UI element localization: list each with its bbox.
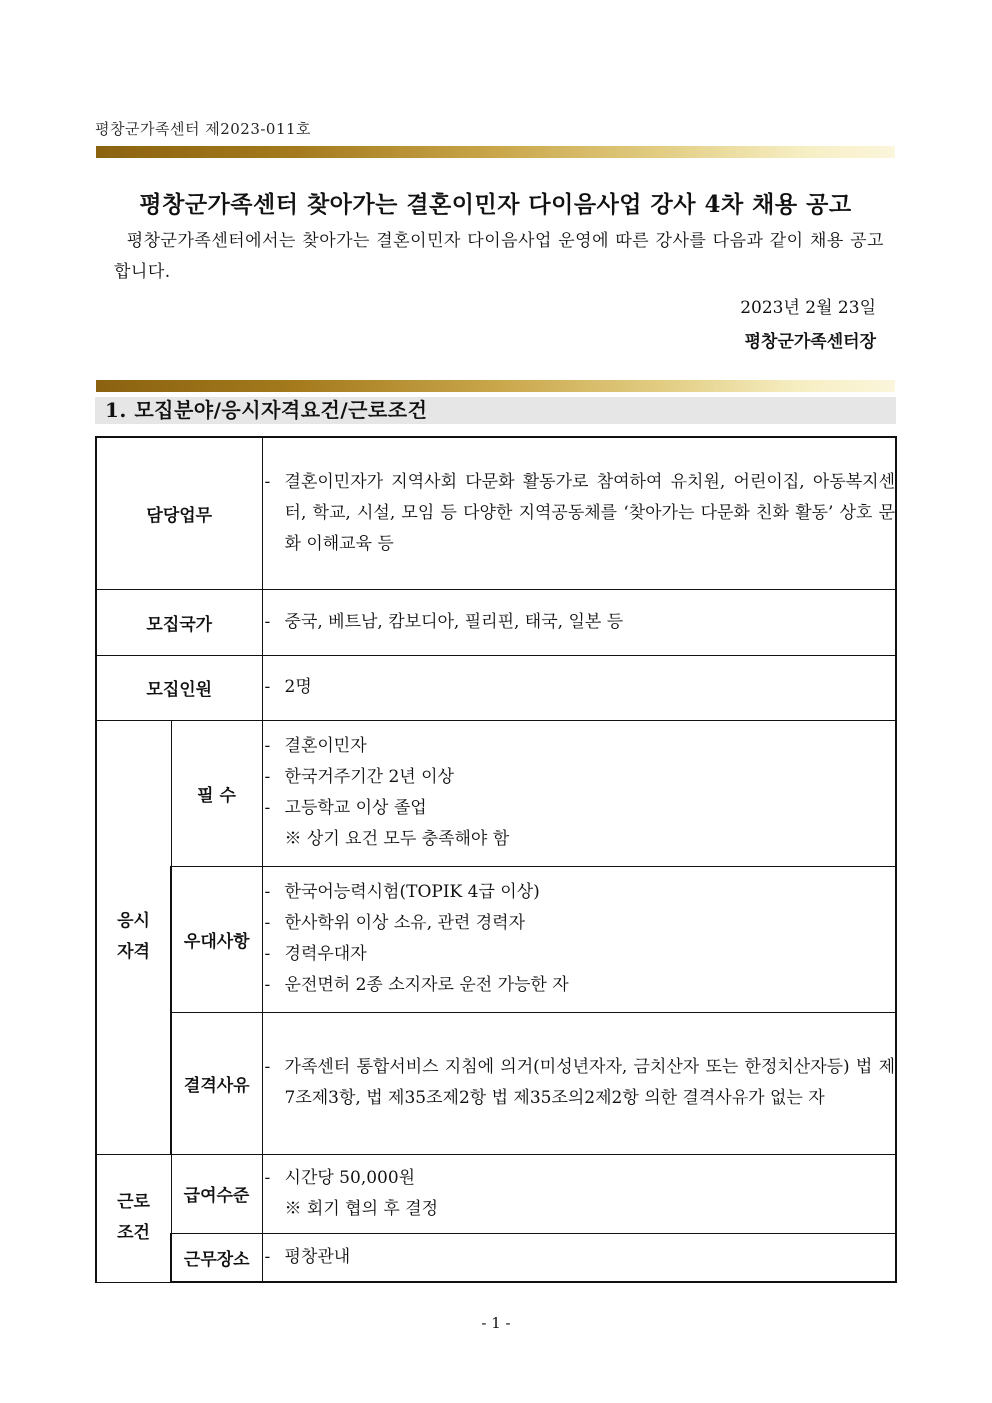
label-duties: 담당업무 — [96, 437, 262, 589]
location-item-text: 평창관내 — [284, 1246, 351, 1267]
preferred-item-text: 한국어능력시험(TOPIK 4급 이상) — [284, 882, 540, 902]
label-qualification-line2: 자격 — [117, 942, 150, 962]
required-note: ※ 상기 요건 모두 충족해야 함 — [284, 829, 510, 849]
disqualification-content — [262, 1012, 896, 1154]
required-item: - 고등학교 이상 졸업 — [264, 798, 427, 818]
headcount-item: - 2명 — [264, 677, 312, 697]
required-item-text: 고등학교 이상 졸업 — [284, 798, 427, 818]
salary-content — [262, 1154, 896, 1233]
label-salary: 급여수준 — [171, 1154, 262, 1233]
table-row-required — [96, 720, 896, 866]
preferred-item-text: 경력우대자 — [284, 944, 367, 964]
label-disqualification: 결격사유 — [171, 1012, 262, 1154]
duties-item: - 결혼이민자가 지역사회 다문화 활동가로 참여하여 유치원, 어린이집, 아동복지센터, 학교, 시설, 모임 등 다양한 지역공동체를 ‘찾아가는 다문화 친화 활동’ 상호 문화 이해교육 등 — [264, 471, 896, 554]
preferred-item: - 경력우대자 — [264, 944, 367, 964]
preferred-item: - 운전면허 2종 소지자로 운전 가능한 자 — [264, 975, 569, 995]
salary-item-text: 시간당 50,000원 — [284, 1167, 416, 1188]
countries-item: - 중국, 베트남, 캄보디아, 필리핀, 태국, 일본 등 — [264, 611, 624, 632]
duties-content — [262, 437, 896, 589]
location-content — [262, 1233, 896, 1282]
headcount-content — [262, 655, 896, 720]
preferred-item-text: 운전면허 2종 소지자로 운전 가능한 자 — [284, 975, 569, 995]
disqualification-item-text: 가족센터 통합서비스 지침에 의거(미성년자자, 금치산자 또는 한정치산자등) 법 제7조제3항, 법 제35조제2항 법 제35조의2제2항 의한 결격사유가 없는 자 — [284, 1057, 896, 1108]
issuer-name: 평창군가족센터장 — [744, 332, 876, 352]
page-number: - 1 - — [481, 1314, 511, 1332]
countries-content — [262, 589, 896, 655]
table-row-preferred — [96, 866, 896, 1012]
label-location: 근무장소 — [171, 1233, 262, 1282]
intro-paragraph — [114, 226, 884, 288]
decorative-gold-bar-top — [96, 146, 895, 158]
preferred-content — [262, 866, 896, 1012]
decorative-gold-bar-section — [96, 380, 895, 392]
required-item-text: 한국거주기간 2년 이상 — [284, 767, 454, 787]
preferred-item-text: 한사학위 이상 소유, 관련 경력자 — [284, 913, 526, 933]
label-qualification-line1: 응시 — [117, 911, 150, 931]
intro-text: 평창군가족센터에서는 찾아가는 결혼이민자 다이음사업 운영에 따른 강사를 다음과 같이 채용 공고합니다. — [114, 231, 884, 282]
label-preferred: 우대사항 — [171, 866, 262, 1012]
disqualification-item: - 가족센터 통합서비스 지침에 의거(미성년자자, 금치산자 또는 한정치산자등) 법 제7조제3항, 법 제35조제2항 법 제35조의2제2항 의한 결격사유가 없는 자 — [264, 1057, 896, 1108]
document-number: 평창군가족센터 제2023-011호 — [95, 120, 312, 138]
table-row-headcount — [96, 655, 896, 720]
salary-note: ※ 회기 협의 후 결정 — [284, 1198, 439, 1219]
table-row-countries — [96, 589, 896, 655]
duties-item-text: 결혼이민자가 지역사회 다문화 활동가로 참여하여 유치원, 어린이집, 아동복지센터, 학교, 시설, 모임 등 다양한 지역공동체를 ‘찾아가는 다문화 친화 활동’ 상호 문화 이해교육 등 — [284, 471, 896, 554]
announcement-date: 2023년 2월 23일 — [740, 298, 876, 318]
page-title: 평창군가족센터 찾아가는 결혼이민자 다이음사업 강사 4차 채용 공고 — [139, 191, 852, 218]
required-item-text: 결혼이민자 — [284, 736, 367, 756]
table-row-location — [96, 1233, 896, 1282]
label-work-conditions — [96, 1154, 171, 1282]
label-qualification — [96, 720, 171, 1154]
preferred-item: - 한사학위 이상 소유, 관련 경력자 — [264, 913, 526, 933]
required-content — [262, 720, 896, 866]
label-work-conditions-line2: 조건 — [117, 1223, 150, 1243]
section-heading: 1. 모집분야/응시자격요건/근로조건 — [95, 397, 896, 424]
table-row-duties — [96, 437, 896, 589]
required-item: - 한국거주기간 2년 이상 — [264, 767, 454, 787]
recruitment-table — [95, 436, 897, 1283]
label-countries: 모집국가 — [96, 589, 262, 655]
countries-item-text: 중국, 베트남, 캄보디아, 필리핀, 태국, 일본 등 — [284, 611, 624, 632]
required-item: - 결혼이민자 — [264, 736, 367, 756]
location-item: - 평창관내 — [264, 1246, 351, 1267]
label-work-conditions-line1: 근로 — [117, 1192, 150, 1212]
label-required: 필 수 — [171, 720, 262, 866]
label-headcount: 모집인원 — [96, 655, 262, 720]
salary-item: - 시간당 50,000원 — [264, 1167, 416, 1188]
headcount-item-text: 2명 — [284, 677, 312, 697]
preferred-item: - 한국어능력시험(TOPIK 4급 이상) — [264, 882, 540, 902]
table-row-disqualification — [96, 1012, 896, 1154]
table-row-salary — [96, 1154, 896, 1233]
